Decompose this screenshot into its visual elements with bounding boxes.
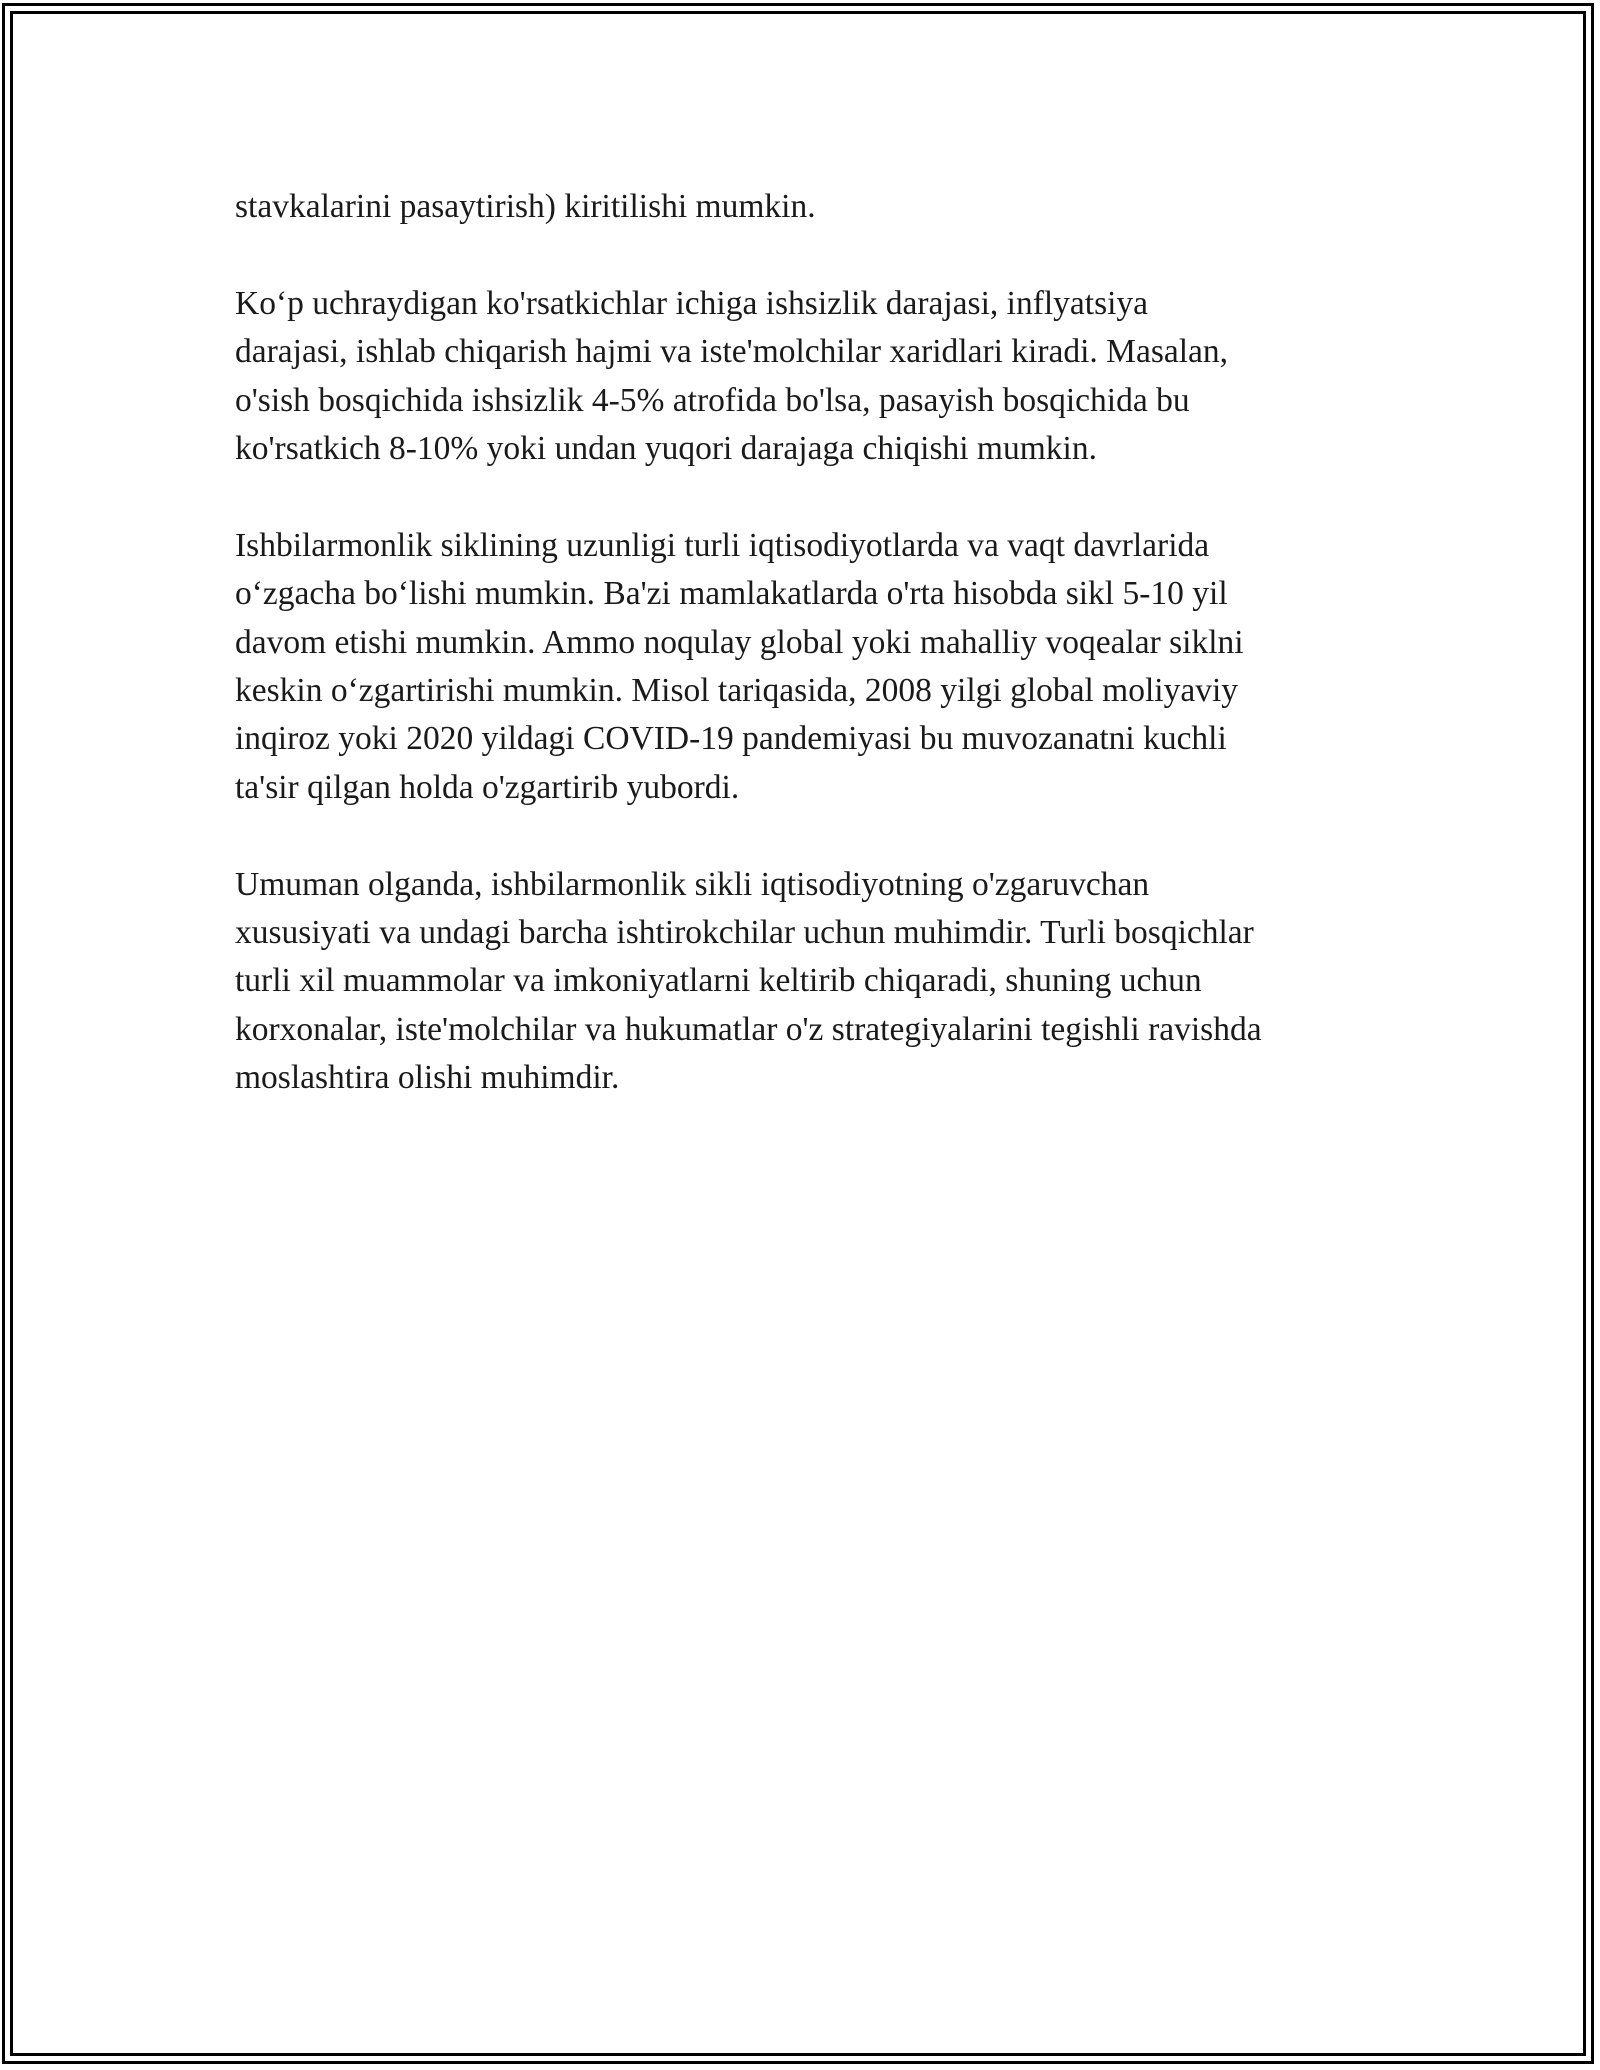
text-line: stavkalarini pasaytirish) kiritilishi mumkin.: [235, 188, 816, 225]
text-line: davom etishi mumkin. Ammo noqulay global yoki mahalliy voqealar siklni: [235, 623, 1244, 661]
text-line: inqiroz yoki 2020 yildagi COVID-19 pandemiyasi bu muvozanatni kuchli: [235, 720, 1227, 758]
text-line: Ishbilarmonlik siklining uzunligi turli iqtisodiyotlarda va vaqt davrlarida: [235, 526, 1210, 564]
text-line: korxonalar, iste'molchilar va hukumatlar o'z strategiyalarini tegishli ravishda: [235, 1010, 1262, 1048]
text-line: xususiyati va undagi barcha ishtirokchilar uchun muhimdir. Turli bosqichlar: [235, 914, 1254, 952]
text-line: Umuman olganda, ishbilarmonlik sikli iqtisodiyotning o'zgaruvchan: [235, 865, 1150, 903]
text-line: moslashtira olishi muhimdir.: [235, 1059, 620, 1097]
paragraph: [235, 183, 1385, 231]
paragraph: [235, 522, 1385, 812]
text-line: o'sish bosqichida ishsizlik 4-5% atrofida bo'lsa, pasayish bosqichida bu: [235, 381, 1190, 419]
text-line: Ko‘p uchraydigan ko'rsatkichlar ichiga ishsizlik darajasi, inflyatsiya: [235, 284, 1149, 322]
text-line: turli xil muammolar va imkoniyatlarni keltirib chiqaradi, shuning uchun: [235, 962, 1202, 1000]
paragraph: [235, 861, 1385, 1103]
text-line: o‘zgacha bo‘lishi mumkin. Ba'zi mamlakatlarda o'rta hisobda sikl 5-10 yil: [235, 575, 1228, 613]
text-line: ta'sir qilgan holda o'zgartirib yubordi.: [235, 768, 740, 806]
text-line: ko'rsatkich 8-10% yoki undan yuqori darajaga chiqishi mumkin.: [235, 430, 1097, 468]
text-line: darajasi, ishlab chiqarish hajmi va iste'molchilar xaridlari kiradi. Masalan,: [235, 333, 1229, 371]
document-body: [235, 183, 1385, 1151]
text-line: keskin o‘zgartirishi mumkin. Misol tariqasida, 2008 yilgi global moliyaviy: [235, 672, 1239, 710]
paragraph: [235, 280, 1385, 474]
